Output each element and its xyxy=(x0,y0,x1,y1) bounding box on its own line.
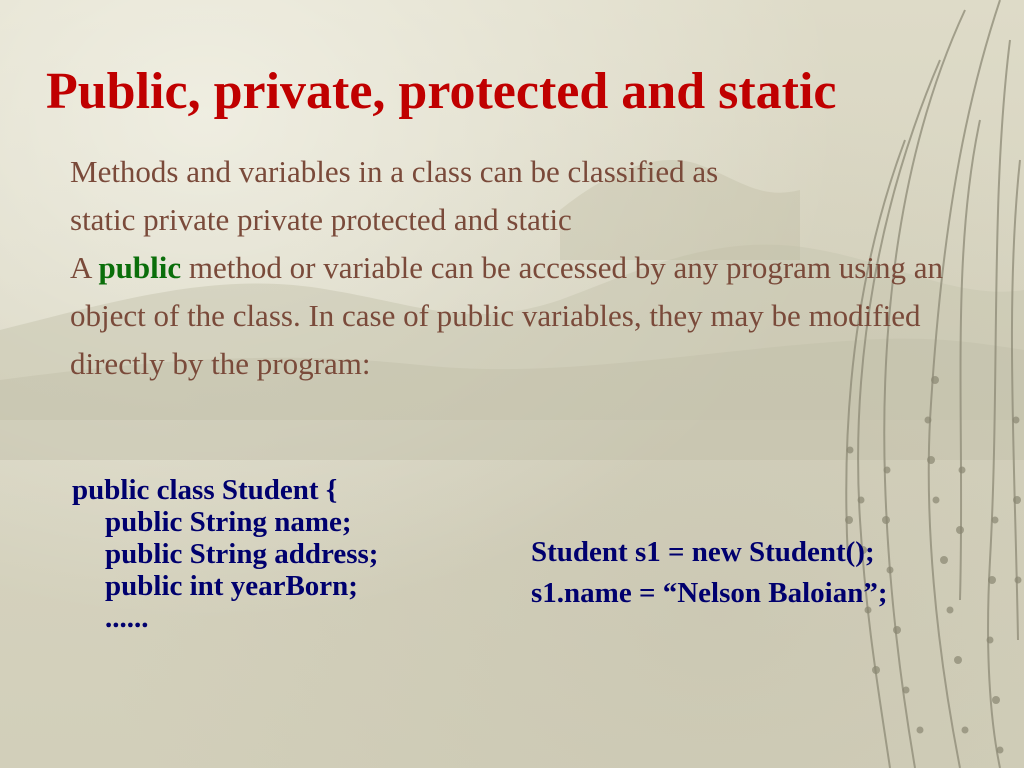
public-prefix: A xyxy=(70,250,99,285)
student-class-code xyxy=(72,474,378,634)
slide-body xyxy=(70,148,950,388)
code-line: public String name; xyxy=(105,506,352,538)
intro-line-1: Methods and variables in a class can be classified as xyxy=(70,154,719,189)
code-line: s1.name = “Nelson Baloian”; xyxy=(531,577,888,609)
slide-title: Public, private, protected and static xyxy=(46,63,837,120)
code-line: public class Student { xyxy=(72,474,338,506)
public-description xyxy=(70,244,950,388)
public-description-rest: method or variable can be accessed by any program using an object of the class. In case of public variables, they may be modified directly by the program: xyxy=(70,250,943,381)
code-line: ...... xyxy=(105,602,149,634)
code-line: public int yearBorn; xyxy=(105,570,358,602)
public-keyword: public xyxy=(98,250,182,285)
student-usage-code xyxy=(531,532,888,614)
code-line: public String address; xyxy=(105,538,379,570)
code-line: Student s1 = new Student(); xyxy=(531,536,875,568)
intro-line-2: static private private protected and static xyxy=(70,202,572,237)
